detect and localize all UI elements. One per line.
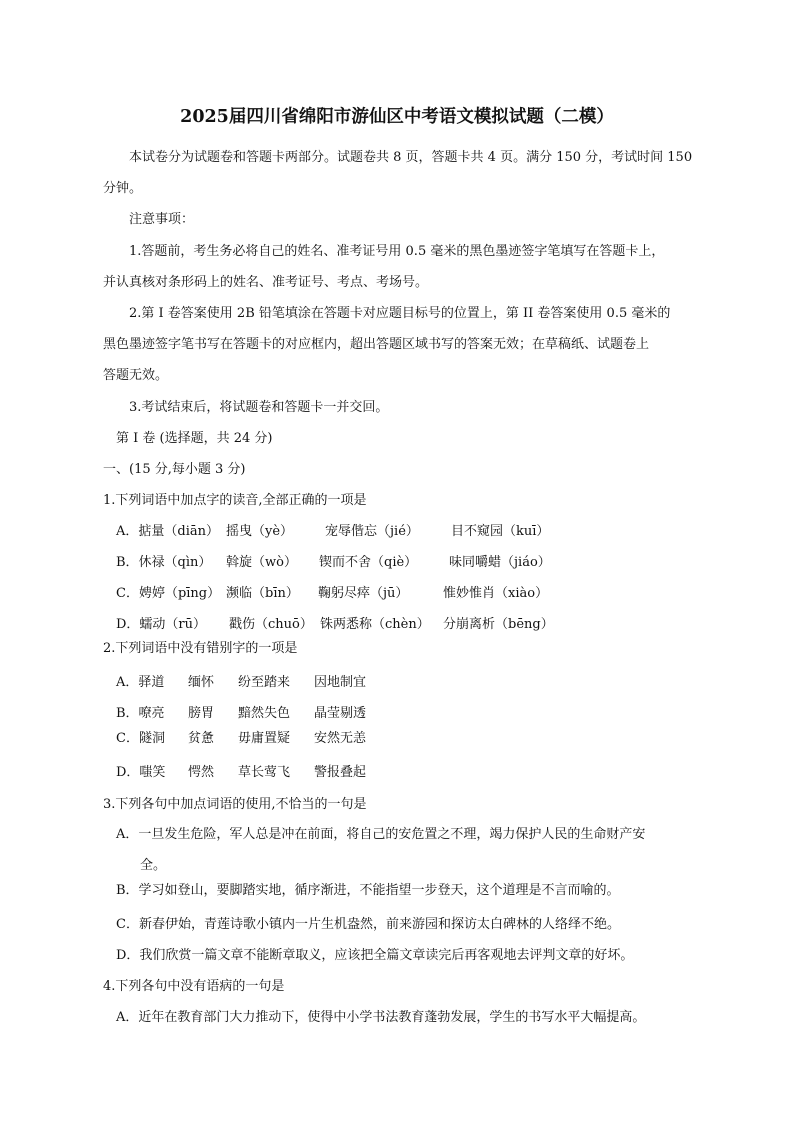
option-term: 愕然	[188, 765, 215, 780]
notice-1-line-1: 1.答题前，考生务必将自己的姓名、准考证号用 0.5 毫米的黑色墨迹签字笔填写在答题卡上，	[129, 244, 665, 259]
notice-3-line-1: 3.考试结束后，将试题卷和答题卡一并交回。	[129, 400, 389, 415]
question-2-stem: 2.下列词语中没有错别字的一项是	[103, 641, 298, 656]
option-term: 濒临（bīn）	[226, 586, 299, 601]
option-term: 鞠躬尽瘁（jū）	[318, 586, 409, 601]
option-term: A．驿道	[116, 675, 165, 690]
option-term: D．嗤笑	[116, 765, 166, 780]
option-term: 摇曳（yè）	[226, 524, 294, 539]
section-title: 第 I 卷 (选择题，共 24 分)	[116, 431, 273, 446]
notice-2-line-1: 2.第 I 卷答案使用 2B 铅笔填涂在答题卡对应题目标号的位置上，第 II 卷答案使用 0.5 毫米的	[129, 306, 671, 321]
question-4-option-a: A．近年在教育部门大力推动下，使得中小学书法教育蓬勃发展，学生的书写水平大幅提高。	[116, 1010, 646, 1025]
option-term: 铢两悉称（chèn）	[320, 617, 430, 632]
part-one-heading: 一、(15 分,每小题 3 分)	[103, 462, 246, 477]
option-term: 锲而不舍（qiè）	[319, 555, 418, 570]
notice-1-line-2: 并认真核对条形码上的姓名、准考证号、考点、考场号。	[103, 275, 429, 290]
question-3-option-c: C．新春伊始，青莲诗歌小镇内一片生机盎然，前来游园和探访太白碑林的人络绎不绝。	[116, 917, 620, 932]
option-term: 宠辱偕忘（jié）	[325, 524, 419, 539]
intro-line-1: 本试卷分为试题卷和答题卡两部分。试题卷共 8 页，答题卡共 4 页。满分 150 分，考试时间 150	[129, 150, 693, 165]
page-title: 2025届四川省绵阳市游仙区中考语文模拟试题（二模）	[180, 107, 614, 127]
option-term: 警报叠起	[314, 765, 367, 780]
option-term: 纷至踏来	[238, 675, 291, 690]
option-term: A．掂量（diān）	[116, 524, 219, 539]
question-3-option-b: B．学习如登山，要脚踏实地，循序渐进，不能指望一步登天，这个道理是不言而喻的。	[116, 883, 620, 898]
notice-2-line-2: 黑色墨迹签字笔书写在答题卡的对应框内，超出答题区域书写的答案无效；在草稿纸、试题卷上	[103, 337, 650, 352]
option-term: B．休禄（qìn）	[116, 555, 212, 570]
question-3-stem: 3.下列各句中加点词语的使用,不恰当的一句是	[103, 797, 367, 812]
option-term: 黯然失色	[238, 706, 291, 721]
question-3-option-d: D．我们欣赏一篇文章不能断章取义，应该把全篇文章读完后再客观地去评判文章的好坏。	[116, 948, 634, 963]
question-3-option-a: A．一旦发生危险，军人总是冲在前面，将自己的安危置之不理，竭力保护人民的生命财产安	[116, 827, 646, 842]
option-term: 晶莹剔透	[314, 706, 367, 721]
notice-heading: 注意事项：	[129, 212, 195, 227]
option-term: C．隧洞	[116, 731, 165, 746]
option-term: B．嘹亮	[116, 706, 165, 721]
option-term: D．蠕动（rū）	[116, 617, 207, 632]
option-term: 味同嚼蜡（jiáo）	[449, 555, 551, 570]
option-term: 惟妙惟肖（xiào）	[443, 586, 549, 601]
option-term: 毋庸置疑	[238, 731, 291, 746]
option-term: 分崩离析（bēng）	[443, 617, 554, 632]
option-term: 因地制宜	[314, 675, 367, 690]
question-4-stem: 4.下列各句中没有语病的一句是	[103, 979, 285, 994]
option-term: 贫惫	[188, 731, 215, 746]
option-term: 目不窥园（kuī）	[451, 524, 550, 539]
option-term: 安然无恙	[314, 731, 367, 746]
option-term: 膀胃	[188, 706, 215, 721]
option-term: 缅怀	[188, 675, 215, 690]
option-term: 草长莺飞	[238, 765, 291, 780]
notice-2-line-3: 答题无效。	[103, 368, 169, 383]
intro-line-2: 分钟。	[103, 181, 143, 196]
option-term: 斡旋（wò）	[226, 555, 297, 570]
option-term: 戳伤（chuō）	[229, 617, 313, 632]
option-term: C．娉婷（pīng）	[116, 586, 221, 601]
question-3-option-a-cont: 全。	[140, 858, 167, 873]
question-1-stem: 1.下列词语中加点字的读音,全部正确的一项是	[103, 493, 367, 508]
